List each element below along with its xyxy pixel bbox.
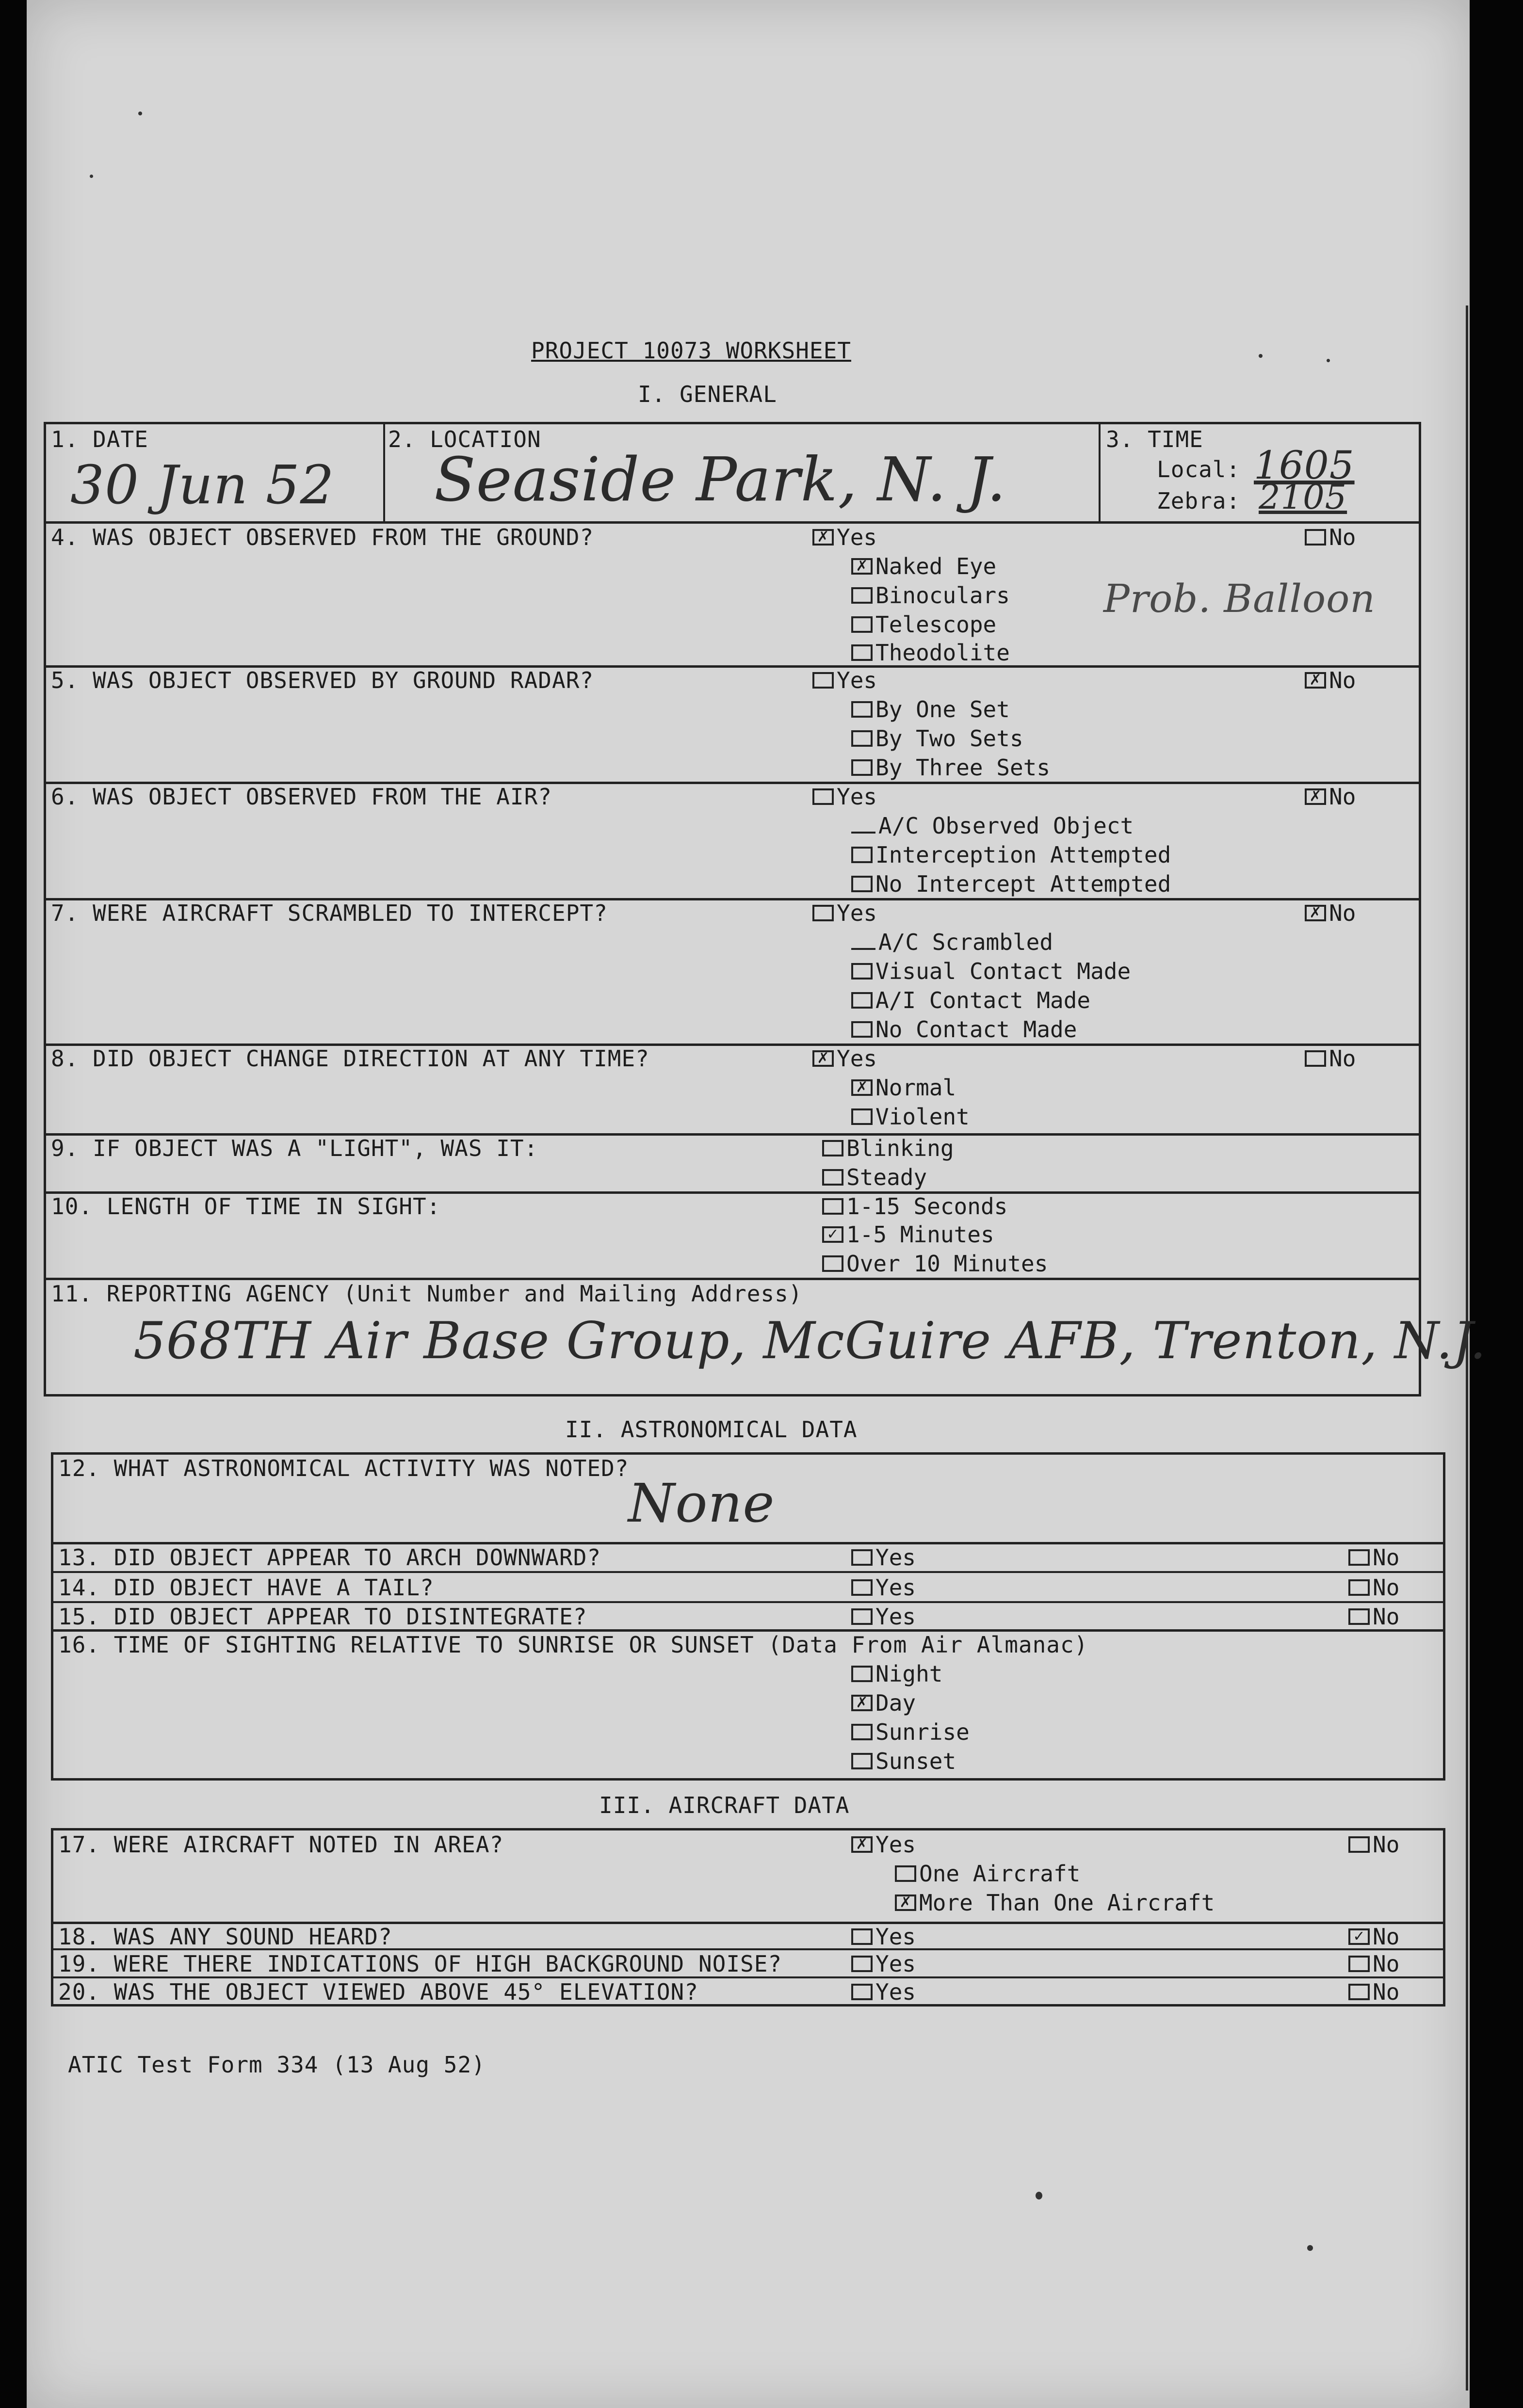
- q19-yes-option[interactable]: Yes: [851, 1950, 916, 1977]
- checkbox[interactable]: [1348, 1956, 1370, 1972]
- checkbox-checked[interactable]: ✗: [851, 1079, 873, 1096]
- q8-no-option[interactable]: No: [1305, 1045, 1356, 1072]
- checkbox[interactable]: [851, 1608, 873, 1625]
- time-label: 3. TIME: [1106, 426, 1203, 452]
- q17-option-more-than-one[interactable]: ✗ More Than One Aircraft: [895, 1889, 1215, 1916]
- checkbox-checked[interactable]: ✗: [812, 1050, 834, 1067]
- q11-value: 568TH Air Base Group, McGuire AFB, Trenton, N.J.: [133, 1311, 1487, 1370]
- q15-label: 15. DID OBJECT APPEAR TO DISINTEGRATE?: [58, 1604, 587, 1630]
- checkbox[interactable]: [822, 1169, 843, 1186]
- checkbox-checked[interactable]: ✓: [1348, 1928, 1370, 1945]
- q18-yes-option[interactable]: Yes: [851, 1923, 916, 1950]
- q17-option-one-aircraft[interactable]: One Aircraft: [895, 1860, 1080, 1887]
- checkbox[interactable]: [851, 1956, 873, 1972]
- q13-label: 13. DID OBJECT APPEAR TO ARCH DOWNWARD?: [58, 1544, 601, 1571]
- checkbox[interactable]: [1305, 529, 1326, 546]
- checkbox[interactable]: [1348, 1836, 1370, 1853]
- q5-option-one-set[interactable]: By One Set: [851, 696, 1010, 723]
- checkbox[interactable]: [812, 905, 834, 921]
- checkbox[interactable]: [851, 1984, 873, 2000]
- q20-no-option[interactable]: No: [1348, 1978, 1399, 2006]
- location-label: 2. LOCATION: [388, 426, 541, 452]
- q7-option-visual-contact[interactable]: Visual Contact Made: [851, 958, 1131, 985]
- divider: [383, 422, 385, 524]
- checkbox[interactable]: [851, 644, 873, 661]
- q14-no-option[interactable]: No: [1348, 1574, 1399, 1601]
- checkbox[interactable]: [851, 992, 873, 1009]
- q5-label: 5. WAS OBJECT OBSERVED BY GROUND RADAR?: [51, 667, 594, 693]
- speck: [1259, 354, 1263, 358]
- divider: [51, 1571, 1445, 1573]
- q19-no-option[interactable]: No: [1348, 1950, 1399, 1977]
- q20-yes-option[interactable]: Yes: [851, 1978, 916, 2006]
- checkbox[interactable]: [851, 616, 873, 633]
- checkbox[interactable]: [1348, 1608, 1370, 1625]
- date-label: 1. DATE: [51, 426, 148, 452]
- checkbox[interactable]: [851, 1579, 873, 1596]
- speck: [1327, 359, 1330, 362]
- q14-label: 14. DID OBJECT HAVE A TAIL?: [58, 1574, 434, 1601]
- checkbox[interactable]: [822, 1198, 843, 1215]
- checkbox[interactable]: [851, 1928, 873, 1945]
- q4-option-binoculars[interactable]: Binoculars: [851, 582, 1010, 609]
- q9-option-steady[interactable]: Steady: [822, 1164, 927, 1191]
- q5-option-two-sets[interactable]: By Two Sets: [851, 725, 1023, 752]
- checkbox[interactable]: [851, 1666, 873, 1682]
- q6-option-no-intercept[interactable]: No Intercept Attempted: [851, 870, 1171, 898]
- time-local-value: 1605: [1254, 443, 1355, 488]
- q10-option-1-15-seconds[interactable]: 1-15 Seconds: [822, 1193, 1007, 1220]
- checkbox[interactable]: [895, 1865, 916, 1882]
- q14-yes-option[interactable]: Yes: [851, 1574, 916, 1601]
- q8-option-normal[interactable]: ✗ Normal: [851, 1074, 956, 1101]
- q8-label: 8. DID OBJECT CHANGE DIRECTION AT ANY TIME?: [51, 1045, 649, 1072]
- checkbox-checked[interactable]: ✗: [851, 1836, 873, 1853]
- q5-option-three-sets[interactable]: By Three Sets: [851, 754, 1050, 781]
- q4-label: 4. WAS OBJECT OBSERVED FROM THE GROUND?: [51, 524, 594, 550]
- speck: [1036, 2192, 1042, 2199]
- q16-label: 16. TIME OF SIGHTING RELATIVE TO SUNRISE OR SUNSET (Data From Air Almanac): [58, 1632, 1088, 1658]
- q6-no-option[interactable]: ✗ No: [1305, 783, 1356, 810]
- worksheet-page: [27, 0, 1487, 2408]
- blank-line: [851, 832, 875, 834]
- q16-option-night[interactable]: Night: [851, 1660, 942, 1687]
- checkbox-checked[interactable]: ✗: [812, 529, 834, 546]
- q5-yes-option[interactable]: Yes: [812, 667, 877, 694]
- checkbox[interactable]: [851, 701, 873, 718]
- q18-label: 18. WAS ANY SOUND HEARD?: [58, 1924, 392, 1950]
- q10-option-1-5-minutes[interactable]: ✓ 1-5 Minutes: [822, 1221, 994, 1248]
- q7-yes-option[interactable]: Yes: [812, 899, 877, 927]
- checkbox[interactable]: [1305, 1050, 1326, 1067]
- q4-option-theodolite[interactable]: Theodolite: [851, 639, 1010, 666]
- q4-yes-option[interactable]: ✗ Yes: [812, 524, 877, 551]
- q9-label: 9. IF OBJECT WAS A "LIGHT", WAS IT:: [51, 1135, 538, 1161]
- checkbox[interactable]: [851, 963, 873, 979]
- checkbox-checked[interactable]: ✗: [895, 1894, 916, 1911]
- checkbox[interactable]: [1348, 1549, 1370, 1566]
- q8-option-violent[interactable]: Violent: [851, 1103, 970, 1130]
- checkbox[interactable]: [851, 759, 873, 776]
- section-general-heading: I. GENERAL: [638, 381, 777, 407]
- q10-label: 10. LENGTH OF TIME IN SIGHT:: [51, 1193, 441, 1220]
- q17-no-option[interactable]: No: [1348, 1831, 1399, 1858]
- checkbox[interactable]: [822, 1255, 843, 1272]
- checkbox[interactable]: [851, 1724, 873, 1740]
- q6-option-ac-observed[interactable]: A/C Observed Object: [851, 812, 1134, 839]
- q8-yes-option[interactable]: ✗ Yes: [812, 1045, 877, 1072]
- q16-option-sunset[interactable]: Sunset: [851, 1748, 956, 1775]
- q13-no-option[interactable]: No: [1348, 1544, 1399, 1571]
- speck: [1307, 2245, 1313, 2251]
- q16-option-day[interactable]: ✗ Day: [851, 1689, 916, 1717]
- page-title: PROJECT 10073 WORKSHEET: [531, 337, 851, 364]
- location-value: Seaside Park, N. J.: [434, 445, 1006, 515]
- q6-label: 6. WAS OBJECT OBSERVED FROM THE AIR?: [51, 784, 552, 810]
- checkbox[interactable]: [1348, 1579, 1370, 1596]
- q15-no-option[interactable]: No: [1348, 1603, 1399, 1630]
- q11-label: 11. REPORTING AGENCY (Unit Number and Mailing Address): [51, 1281, 803, 1307]
- checkbox[interactable]: [851, 1549, 873, 1566]
- q4-no-option[interactable]: No: [1305, 524, 1356, 551]
- q7-label: 7. WERE AIRCRAFT SCRAMBLED TO INTERCEPT?: [51, 900, 608, 926]
- speck: [90, 175, 93, 178]
- q12-label: 12. WHAT ASTRONOMICAL ACTIVITY WAS NOTED?: [58, 1455, 629, 1481]
- checkbox-checked[interactable]: ✗: [851, 558, 873, 575]
- time-zebra-value: 2105: [1259, 477, 1347, 517]
- q9-option-blinking[interactable]: Blinking: [822, 1135, 954, 1162]
- q12-value: None: [628, 1472, 775, 1534]
- q20-label: 20. WAS THE OBJECT VIEWED ABOVE 45° ELEVATION?: [58, 1979, 698, 2005]
- q4-handwritten-note: Prob. Balloon: [1103, 576, 1376, 621]
- q4-option-naked-eye[interactable]: ✗ Naked Eye: [851, 553, 996, 580]
- time-zebra-label: Zebra:: [1157, 488, 1241, 514]
- divider: [1099, 422, 1101, 524]
- checkbox-checked[interactable]: ✗: [851, 1695, 873, 1711]
- q6-option-interception-attempted[interactable]: Interception Attempted: [851, 841, 1171, 868]
- blank-line: [851, 948, 875, 950]
- q13-yes-option[interactable]: Yes: [851, 1544, 916, 1571]
- checkbox[interactable]: [822, 1140, 843, 1156]
- q18-no-option[interactable]: ✓ No: [1348, 1923, 1399, 1950]
- checkbox[interactable]: [1348, 1984, 1370, 2000]
- q16-option-sunrise[interactable]: Sunrise: [851, 1718, 970, 1746]
- q7-no-option[interactable]: ✗ No: [1305, 899, 1356, 927]
- checkbox[interactable]: [851, 876, 873, 892]
- checkbox[interactable]: [851, 1021, 873, 1038]
- q6-yes-option[interactable]: Yes: [812, 783, 877, 810]
- checkbox[interactable]: [851, 1753, 873, 1769]
- checkbox[interactable]: [812, 788, 834, 805]
- time-local-label: Local:: [1157, 456, 1241, 482]
- q15-yes-option[interactable]: Yes: [851, 1603, 916, 1630]
- checkbox-checked[interactable]: ✓: [822, 1226, 843, 1243]
- checkbox-checked[interactable]: ✗: [1305, 788, 1326, 805]
- q4-option-telescope[interactable]: Telescope: [851, 611, 996, 638]
- speck: [138, 112, 142, 115]
- q17-label: 17. WERE AIRCRAFT NOTED IN AREA?: [58, 1831, 504, 1858]
- q7-option-ai-contact[interactable]: A/I Contact Made: [851, 987, 1090, 1014]
- section-aircraft-heading: III. AIRCRAFT DATA: [599, 1792, 850, 1818]
- q7-option-ac-scrambled[interactable]: A/C Scrambled: [851, 929, 1053, 956]
- q17-yes-option[interactable]: ✗ Yes: [851, 1831, 916, 1858]
- checkbox[interactable]: [851, 1108, 873, 1125]
- date-value: 30 Jun 52: [70, 454, 335, 516]
- q19-label: 19. WERE THERE INDICATIONS OF HIGH BACKGROUND NOISE?: [58, 1951, 782, 1977]
- checkbox[interactable]: [812, 672, 834, 689]
- checkbox[interactable]: [851, 730, 873, 747]
- q5-no-option[interactable]: ✗ No: [1305, 667, 1356, 694]
- checkbox[interactable]: [851, 587, 873, 604]
- checkbox-checked[interactable]: ✗: [1305, 905, 1326, 921]
- form-number-footer: ATIC Test Form 334 (13 Aug 52): [68, 2052, 486, 2078]
- section-astronomical-heading: II. ASTRONOMICAL DATA: [565, 1416, 858, 1443]
- q7-option-no-contact[interactable]: No Contact Made: [851, 1016, 1077, 1043]
- checkbox-checked[interactable]: ✗: [1305, 672, 1326, 689]
- q10-option-over-10-minutes[interactable]: Over 10 Minutes: [822, 1250, 1048, 1277]
- checkbox[interactable]: [851, 847, 873, 863]
